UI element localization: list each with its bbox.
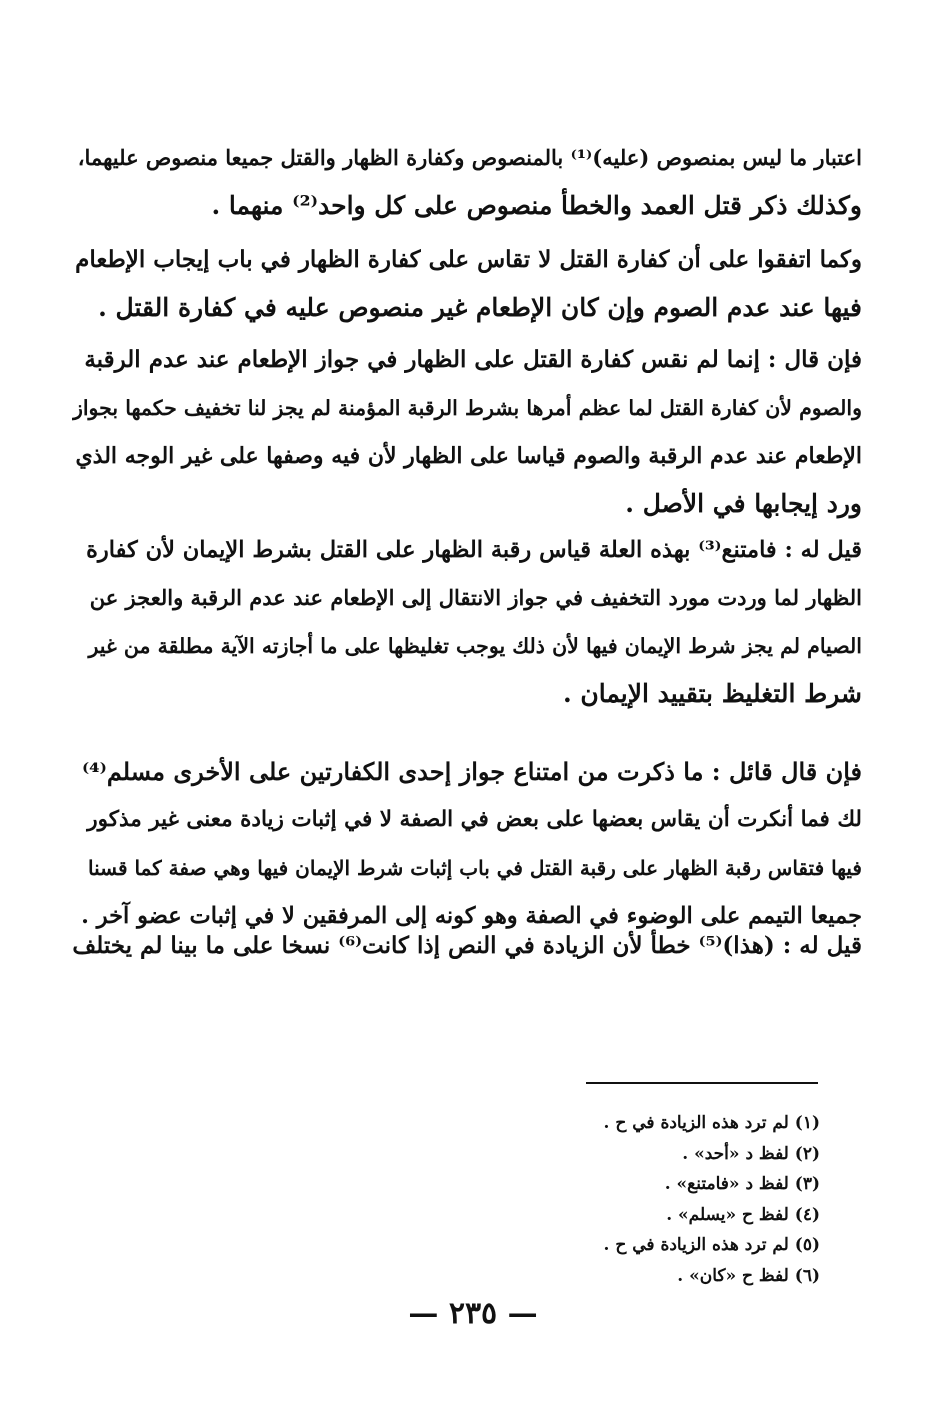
text-line: قيل له : (هذا)⁽⁵⁾ خطأ لأن الزيادة في النص إذا كانت⁽⁶⁾ نسخا على ما بينا لم يختلف [72, 932, 862, 959]
footnote-4: (٤) لفظ ح «يسلم» . [666, 1204, 820, 1225]
footnote-6: (٦) لفظ ح «كان» . [677, 1265, 820, 1286]
footnote-5: (٥) لم ترد هذه الزيادة في ح . [603, 1235, 820, 1255]
footnotes [480, 1108, 820, 1291]
text-line: وكذلك ذكر قتل العمد والخطأ منصوص على كل واحد⁽²⁾ منهما . [211, 191, 862, 220]
paragraph-6 [72, 922, 862, 970]
footnote-divider [586, 1082, 818, 1084]
text-line: فإن قال : إنما لم نقس كفارة القتل على الظهار في جواز الإطعام عند عدم الرقبة [84, 346, 862, 373]
text-line: فيها فتقاس رقبة الظهار على رقبة القتل في باب إثبات شرط الإيمان فيها وهي صفة كما قسنا [88, 856, 862, 880]
text-line: لك فما أنكرت أن يقاس بعضها على بعض في الصفة لا في إثبات زيادة معنى غير مذكور [87, 807, 862, 832]
text-line: اعتبار ما ليس بمنصوص (عليه)⁽¹⁾ بالمنصوص وكفارة الظهار والقتل جميعا منصوص عليهما، [77, 145, 862, 170]
paragraph-5 [72, 748, 862, 940]
footnote-1: (١) لم ترد هذه الزيادة في ح . [603, 1113, 820, 1133]
footnote-3: (٣) لفظ د «فامتنع» . [664, 1174, 820, 1194]
footnote-2: (٢) لفظ د «أحد» . [682, 1143, 820, 1164]
page-number: — ٢٣٥ — [408, 1296, 538, 1331]
text-line: الإطعام عند عدم الرقبة والصوم قياسا على الظهار لأن فيه وصفها على غير الوجه الذي [75, 443, 862, 469]
text-line: شرط التغليظ بتقييد الإيمان . [562, 679, 862, 708]
paragraph-2 [72, 236, 862, 332]
text-line: جميعا التيمم على الوضوء في الصفة وهو كونه إلى المرفقين لا في إثبات عضو آخر . [81, 903, 862, 929]
text-line: فيها عند عدم الصوم وإن كان الإطعام غير منصوص عليه في كفارة القتل . [98, 293, 862, 322]
text-line: ورد إيجابها في الأصل . [625, 489, 862, 518]
text-line: والصوم لأن كفارة القتل لما عظم أمرها بشرط الرقبة المؤمنة لم يجز لنا تخفيف حكمها بجواز [72, 396, 862, 420]
paragraph-3 [72, 336, 862, 528]
text-line: وكما اتفقوا على أن كفارة القتل لا تقاس على كفارة الظهار في باب إيجاب الإطعام [75, 246, 862, 273]
text-line: فإن قال قائل : ما ذكرت من امتناع جواز إحدى الكفارتين على الأخرى مسلم⁽⁴⁾ [82, 757, 862, 786]
text-line: الصيام لم يجز شرط الإيمان فيها لأن ذلك يوجب تغليظها على ما أجازته الآية مطلقة من غير [88, 634, 862, 658]
text-line: قيل له : فامتنع⁽³⁾ بهذه العلة قياس رقبة الظهار على القتل بشرط الإيمان لأن كفارة [86, 537, 862, 563]
text-line: الظهار لما وردت مورد التخفيف في جواز الانتقال إلى الإطعام عند عدم الرقبة والعجز عن [89, 585, 862, 610]
paragraph-1 [72, 134, 862, 230]
paragraph-4 [72, 526, 862, 718]
